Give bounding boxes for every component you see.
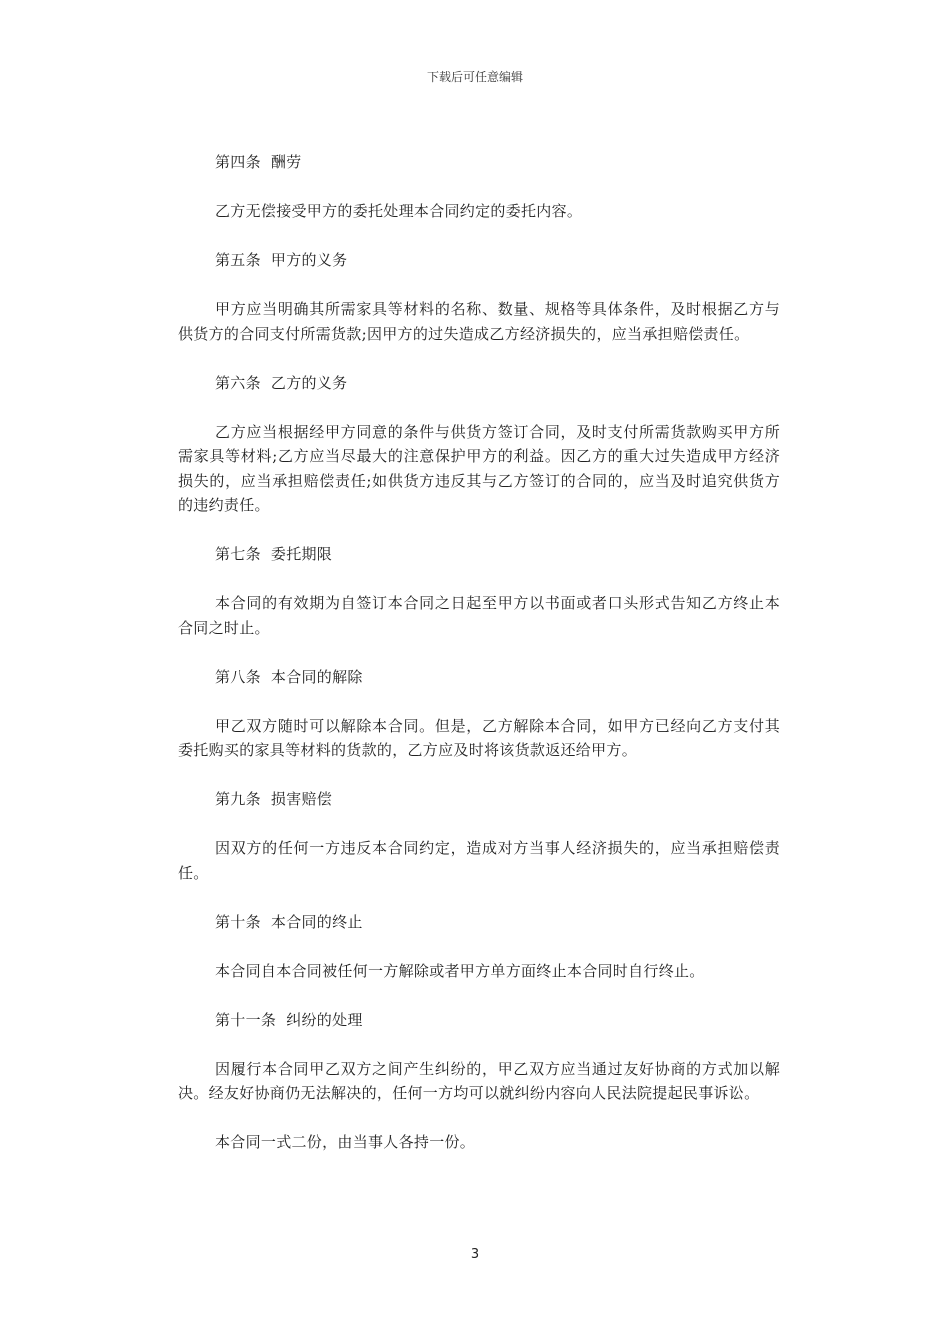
article-title: 乙方的义务	[270, 373, 348, 392]
article-7-heading	[178, 542, 780, 567]
closing-statement: 本合同一式二份，由当事人各持一份。	[215, 1133, 476, 1151]
article-number: 第十条	[215, 912, 261, 931]
article-title: 本合同的终止	[270, 912, 363, 931]
article-11-heading	[178, 1008, 780, 1033]
article-number: 第九条	[215, 790, 261, 808]
article-number: 第七条	[215, 545, 261, 563]
article-7-body: 本合同的有效期为自签订本合同之日起至甲方以书面或者口头形式告知乙方终止本合同之时止。	[178, 594, 780, 637]
article-number: 第十一条	[215, 1010, 277, 1029]
article-number: 第四条	[215, 153, 261, 171]
article-6-body: 乙方应当根据经甲方同意的条件与供货方签订合同，及时支付所需货款购买甲方所需家具等材料;乙方应当尽最大的注意保护甲方的利益。因乙方的重大过失造成甲方经济损失的，应当承担赔偿责任;如供货方违反其与乙方签订的合同的，应当及时追究供货方的违约责任。	[178, 422, 780, 514]
article-4-body: 乙方无偿接受甲方的委托处理本合同约定的委托内容。	[215, 202, 583, 220]
article-number: 第五条	[215, 251, 261, 269]
article-title: 本合同的解除	[270, 667, 363, 686]
article-title: 损害赔偿	[270, 790, 333, 808]
article-number: 第八条	[215, 667, 261, 686]
article-8-heading	[178, 665, 780, 690]
article-number: 第六条	[215, 373, 261, 392]
page-header: 下载后可任意编辑	[426, 70, 523, 84]
article-5-body: 甲方应当明确其所需家具等材料的名称、数量、规格等具体条件，及时根据乙方与供货方的合同支付所需货款;因甲方的过失造成乙方经济损失的，应当承担赔偿责任。	[178, 300, 780, 343]
article-5-heading	[178, 248, 780, 273]
article-title: 酬劳	[270, 153, 302, 171]
article-6-heading	[178, 371, 780, 396]
article-title: 委托期限	[270, 545, 333, 563]
article-9-heading	[178, 787, 780, 812]
document-body	[178, 150, 780, 1179]
article-title: 甲方的义务	[270, 251, 348, 269]
article-4-heading	[178, 150, 780, 175]
article-8-body: 甲乙双方随时可以解除本合同。但是，乙方解除本合同，如甲方已经向乙方支付其委托购买的家具等材料的货款的，乙方应及时将该货款返还给甲方。	[178, 716, 780, 759]
article-11-body: 因履行本合同甲乙双方之间产生纠纷的，甲乙双方应当通过友好协商的方式加以解决。经友好协商仍无法解决的，任何一方均可以就纠纷内容向人民法院提起民事诉讼。	[178, 1059, 780, 1102]
page-number: 3	[470, 1247, 480, 1262]
article-10-body: 本合同自本合同被任何一方解除或者甲方单方面终止本合同时自行终止。	[215, 961, 705, 980]
article-9-body: 因双方的任何一方违反本合同约定，造成对方当事人经济损失的，应当承担赔偿责任。	[178, 839, 780, 882]
article-title: 纠纷的处理	[286, 1010, 363, 1029]
article-10-heading	[178, 910, 780, 935]
